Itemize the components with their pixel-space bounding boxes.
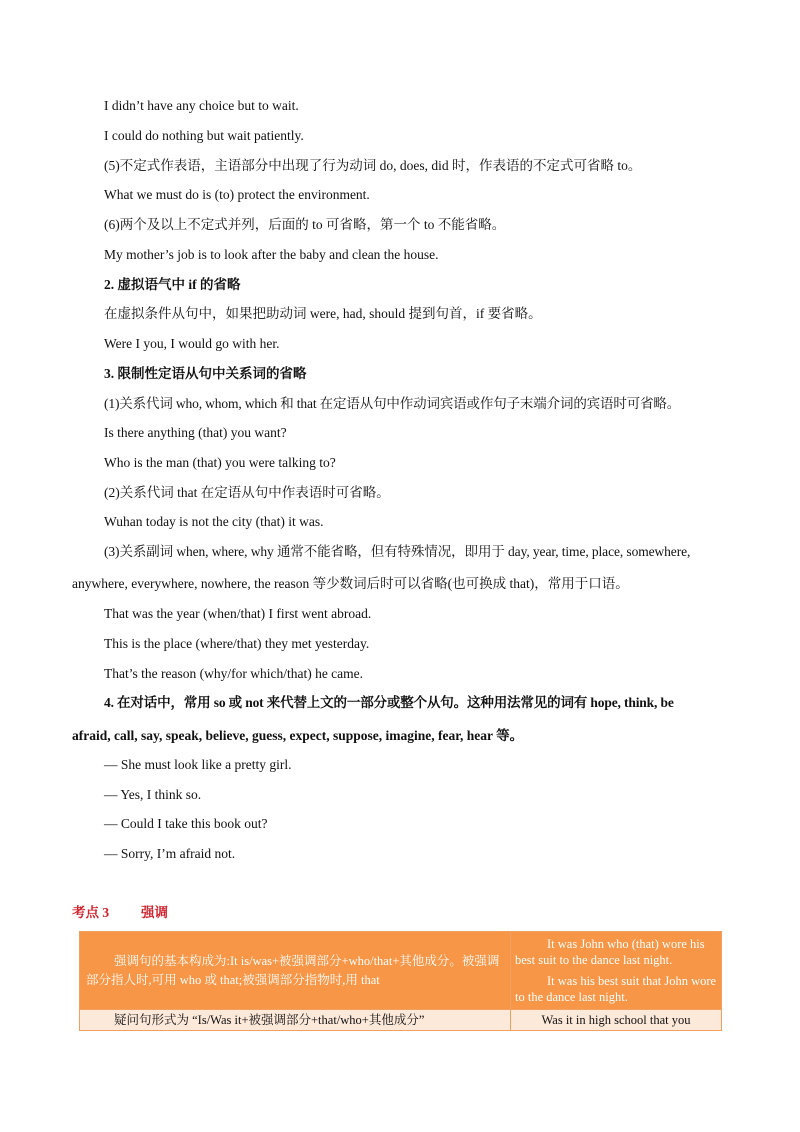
rule-text: (5)不定式作表语，主语部分中出现了行为动词 do, does, did 时，作表语的不定式可省略 to。 [104, 158, 642, 173]
cell-text: It was John who (that) wore his best suit to the dance last night. [515, 937, 705, 967]
table-cell [80, 932, 511, 1010]
example-sentence: Is there anything (that) you want? [104, 425, 287, 440]
table-cell [80, 1010, 511, 1031]
example-sentence: Wuhan today is not the city (that) it was. [104, 514, 324, 529]
section-title: 强调 [141, 905, 168, 920]
subsection-heading-continued: afraid, call, say, speak, believe, guess, expect, suppose, imagine, fear, hear 等。 [72, 728, 524, 743]
cell-text: It was his best suit that John wore to the dance last night. [515, 974, 717, 1004]
dialogue-line: — Could I take this book out? [104, 816, 268, 831]
example-sentence: That was the year (when/that) I first went abroad. [104, 606, 372, 621]
example-sentence: Who is the man (that) you were talking to? [104, 455, 336, 470]
example-sentence: My mother’s job is to look after the baby and clean the house. [104, 247, 439, 262]
rule-text: (1)关系代词 who, whom, which 和 that 在定语从句中作动词宾语或作句子末端介词的宾语时可省略。 [104, 396, 681, 411]
example-sentence: This is the place (where/that) they met yesterday. [104, 636, 370, 651]
rule-text-continued: anywhere, everywhere, nowhere, the reason 等少数词后时可以省略(也可换成 that)，常用于口语。 [72, 576, 629, 591]
subsection-heading: 3. 限制性定语从句中关系词的省略 [104, 366, 307, 381]
subsection-heading: 4. 在对话中，常用 so 或 not 来代替上文的一部分或整个从句。这种用法常见的词有 hope, think, be [104, 695, 674, 710]
example-sentence: That’s the reason (why/for which/that) he came. [104, 666, 364, 681]
cell-text: 疑问句形式为 “Is/Was it+被强调部分+that/who+其他成分” [114, 1013, 425, 1027]
example-sentence: What we must do is (to) protect the environment. [104, 187, 370, 202]
rule-text: (6)两个及以上不定式并列，后面的 to 可省略，第一个 to 不能省略。 [104, 217, 506, 232]
emphasis-table [79, 931, 722, 1031]
dialogue-line: — Sorry, I’m afraid not. [104, 846, 236, 861]
cell-text: 强调句的基本构成为:It is/was+被强调部分+who/that+其他成分。被强调部分指人时,可用 who 或 that;被强调部分指物时,用 that [86, 953, 500, 987]
table-cell [511, 932, 722, 1010]
section-label: 考点 3 [72, 905, 110, 920]
rule-text: (2)关系代词 that 在定语从句中作表语时可省略。 [104, 485, 390, 500]
example-sentence: I could do nothing but wait patiently. [104, 128, 304, 143]
table-cell [511, 1010, 722, 1031]
dialogue-line: — She must look like a pretty girl. [104, 757, 292, 772]
rule-text: 在虚拟条件从句中，如果把助动词 were, had, should 提到句首，if 要省略。 [104, 306, 542, 321]
rule-text: (3)关系副词 when, where, why 通常不能省略，但有特殊情况，即用于 day, year, time, place, somewhere, [104, 544, 691, 559]
cell-text: Was it in high school that you [541, 1013, 691, 1027]
example-sentence: Were I you, I would go with her. [104, 336, 280, 351]
table-row [80, 932, 722, 1010]
table-row [80, 1010, 722, 1031]
dialogue-line: — Yes, I think so. [104, 787, 202, 802]
example-sentence: I didn’t have any choice but to wait. [104, 98, 299, 113]
subsection-heading: 2. 虚拟语气中 if 的省略 [104, 277, 241, 292]
